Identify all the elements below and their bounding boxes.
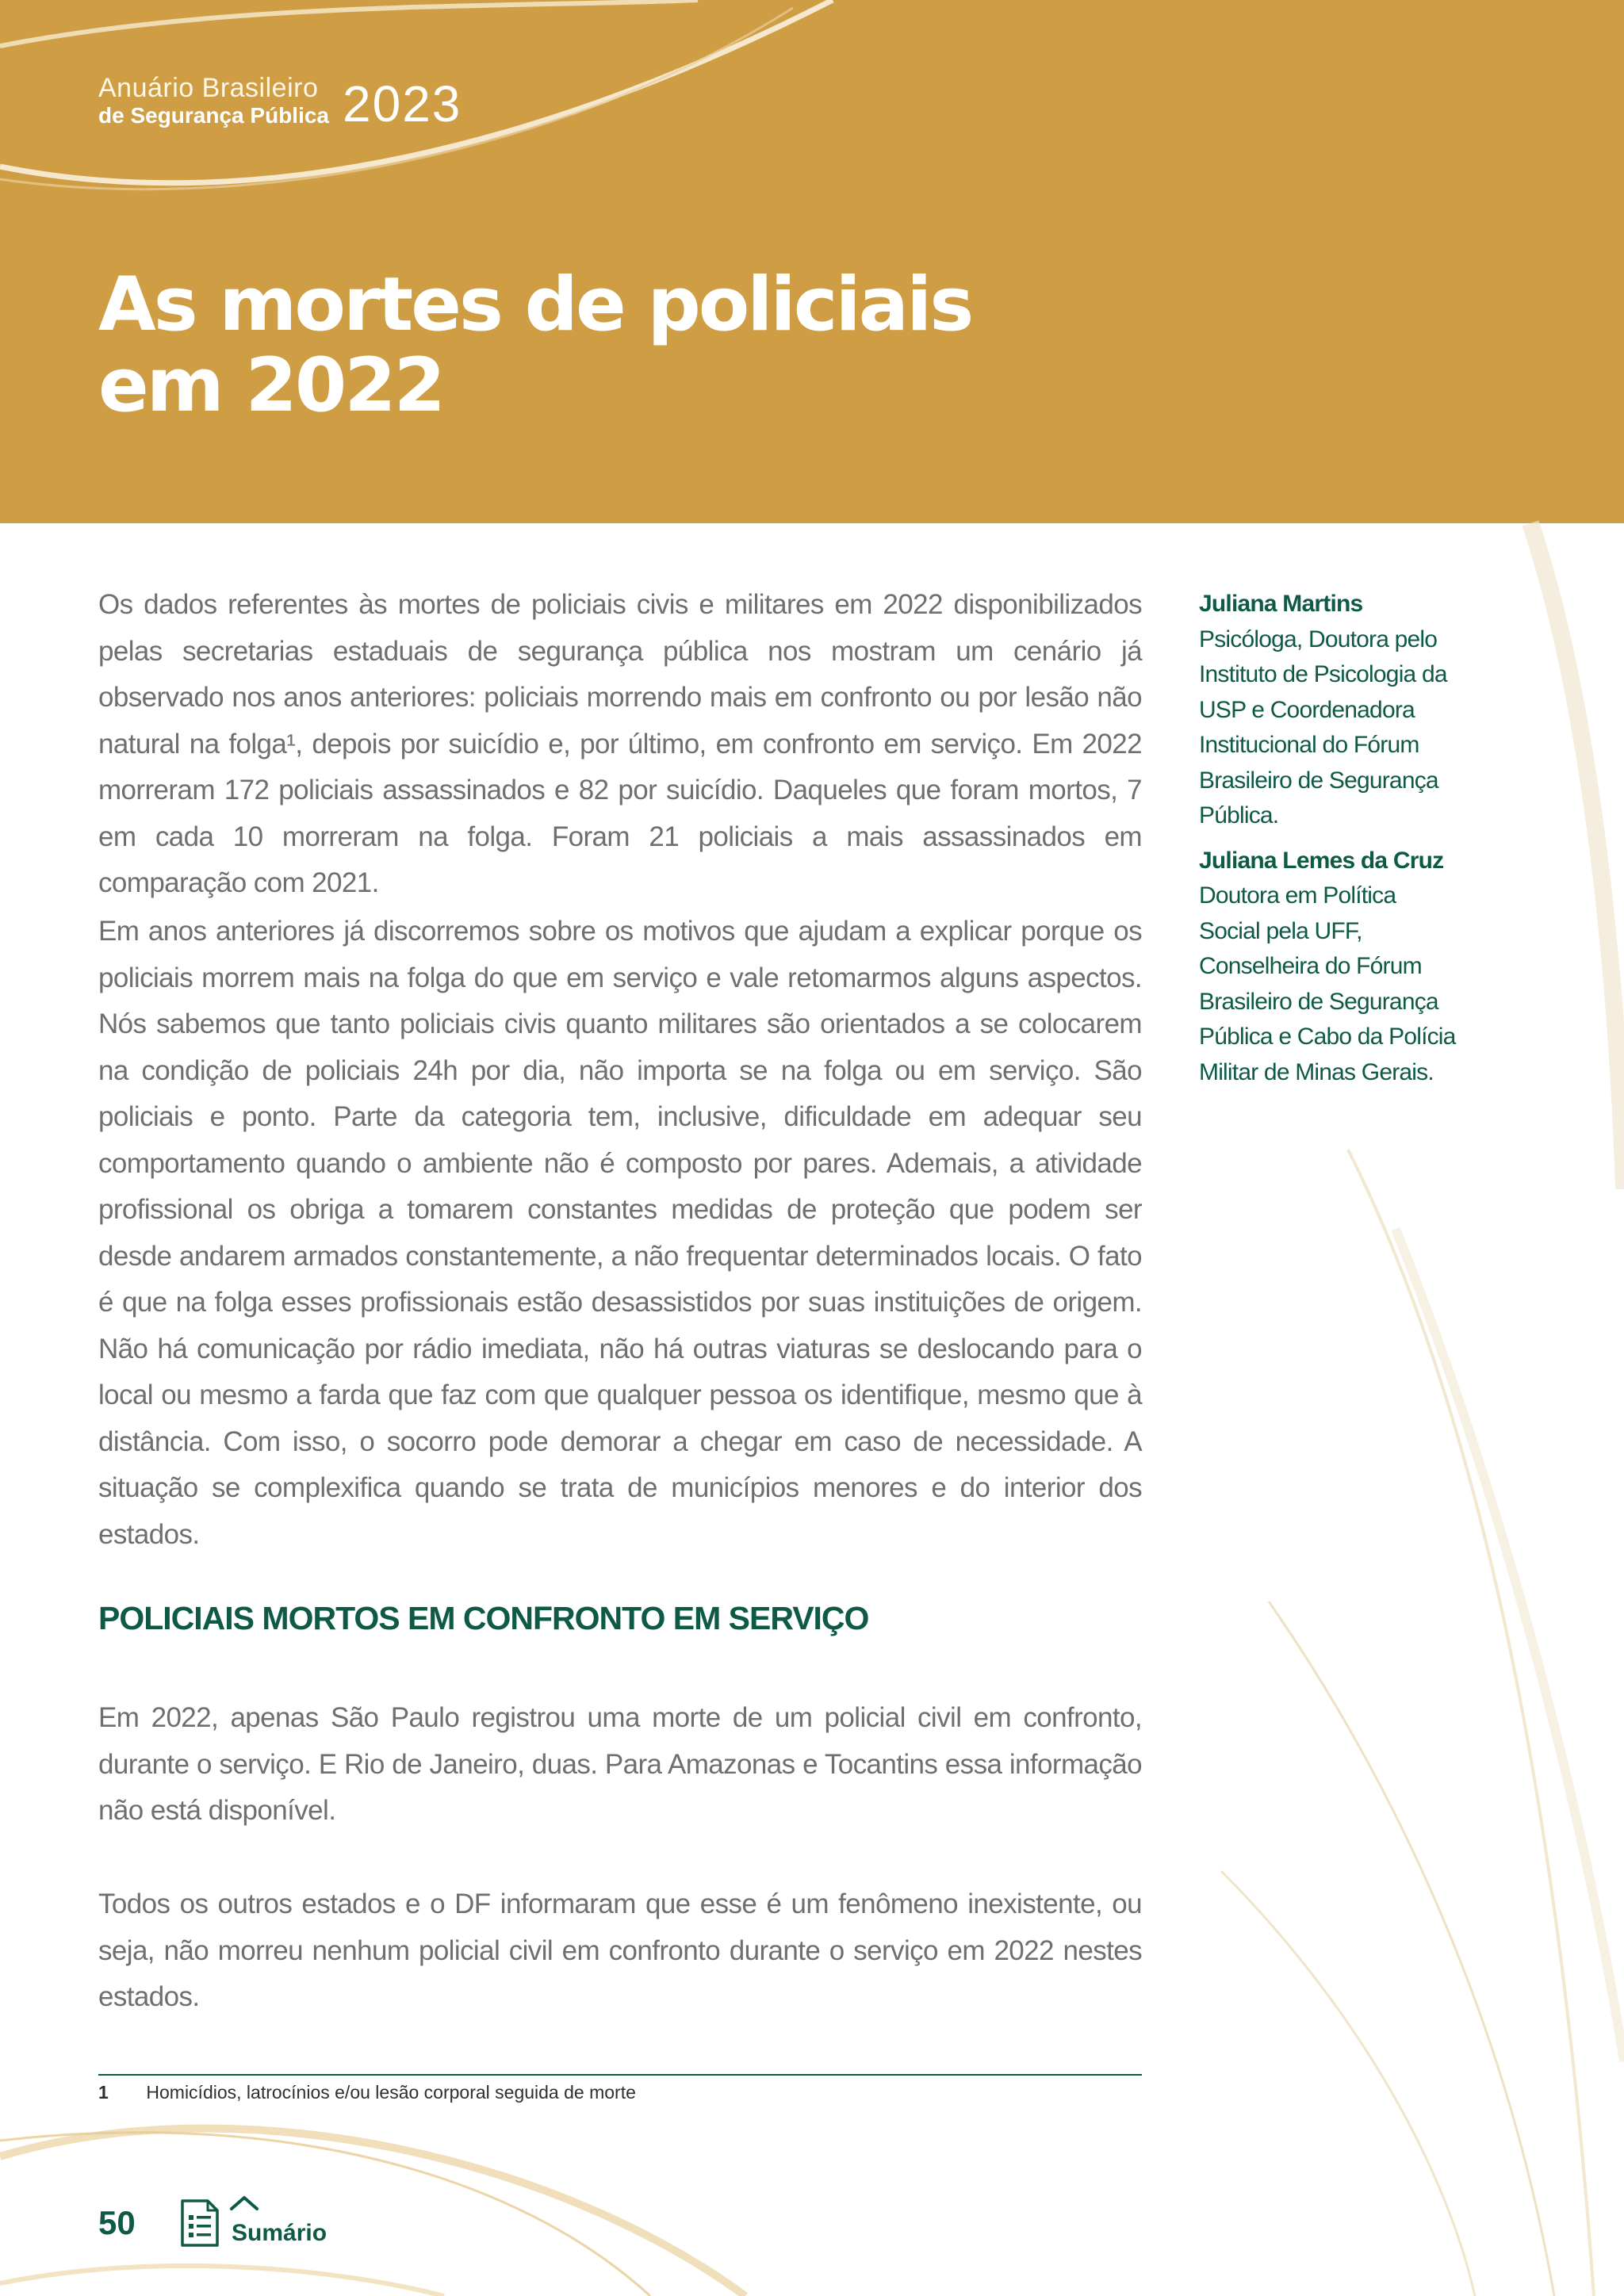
paragraph-other-states: Todos os outros estados e o DF informaram que esse é um fenômeno inexistente, ou seja, não morreu nenhum policial civil em confronto durante o serviço em 2022 nestes estados.: [98, 1888, 1142, 2012]
paragraph-off-duty: Em anos anteriores já discorremos sobre os motivos que ajudam a explicar porque os policiais morrem mais na folga do que em serviço e vale retomarmos alguns aspectos. Nós sabemos que tanto policiais civis quanto militares são orientados a se colocarem na condição de policiais 24h por dia, não importa se na folga ou em serviço. São policiais e ponto. Parte da categoria tem, inclusive, dificuldade em adequar seu comportamento quando o ambiente não é composto por pares. Ademais, a atividade profissional os obriga a tomarem constantes medidas de proteção que podem ser desde andarem armados constantemente, a não frequentar determinados locais. O fato é que na folga esses profissionais estão desassistidos por suas instituições de origem. Não há comunicação por rádio imediata, não há outras viaturas se deslocando para o local ou mesmo a farda que faz com que qualquer pessoa os identifique, mesmo que à distância. Com isso, o socorro pode demorar a chegar em caso de necessidade. A situação se complexifica quando se trata de municípios menores e do interior dos estados.: [98, 916, 1142, 1550]
author-bio: Doutora em Política Social pela UFF, Conselheira do Fórum Brasileiro de Segurança Pública e Cabo da Polícia Militar de Minas Gerais.: [1199, 882, 1456, 1085]
chevron-up-icon: [228, 2195, 260, 2212]
footnote-number: 1: [98, 2082, 109, 2103]
paragraph-intro: Os dados referentes às mortes de policiais civis e militares em 2022 disponibilizados pelas secretarias estaduais de segurança pública nos mostram um cenário já observado nos anos anteriores: policiais morrendo mais em confronto ou por lesão não natural na folga¹, depois por suicídio e, por último, em confronto em serviço. Em 2022 morreram 172 policiais assassinados e 82 por suicídio. Daqueles que foram mortos, 7 em cada 10 morreram na folga. Foram 21 policiais a mais assassinados em comparação com 2021.: [98, 589, 1142, 898]
page-header: [0, 0, 1624, 523]
author-bio: Psicóloga, Doutora pelo Instituto de Psicologia da USP e Coordenadora Institucional do Fórum Brasileiro de Segurança Pública.: [1199, 626, 1447, 828]
brand-year: 2023: [343, 75, 462, 132]
page-title-line-1: As mortes de policiais: [98, 262, 972, 348]
brand-title: Anuário Brasileiro: [98, 73, 319, 103]
footnote-text: Homicídios, latrocínios e/ou lesão corporal seguida de morte: [146, 2082, 636, 2103]
summary-link[interactable]: [179, 2195, 338, 2250]
table-of-contents-icon: [179, 2198, 220, 2248]
page-title-line-2: em 2022: [98, 342, 444, 429]
author-card: [1199, 844, 1461, 1091]
section-heading: POLICIAIS MORTOS EM CONFRONTO EM SERVIÇO: [98, 1600, 869, 1636]
page-title: [98, 262, 972, 429]
author-name: Juliana Lemes da Cruz: [1199, 847, 1444, 874]
summary-label: Sumário: [232, 2220, 327, 2246]
footnote: [98, 2082, 1142, 2103]
footnote-divider: [98, 2074, 1142, 2076]
paragraph-confrontation: Em 2022, apenas São Paulo registrou uma morte de um policial civil em confronto, durante o serviço. E Rio de Janeiro, duas. Para Amazonas e Tocantins essa informação não está disponível.: [98, 1702, 1142, 1826]
author-name: Juliana Martins: [1199, 591, 1363, 617]
author-sidebar: [1199, 587, 1461, 1100]
page-number: 50: [98, 2204, 136, 2241]
brand-subtitle: de Segurança Pública: [98, 103, 329, 128]
author-card: [1199, 587, 1461, 834]
